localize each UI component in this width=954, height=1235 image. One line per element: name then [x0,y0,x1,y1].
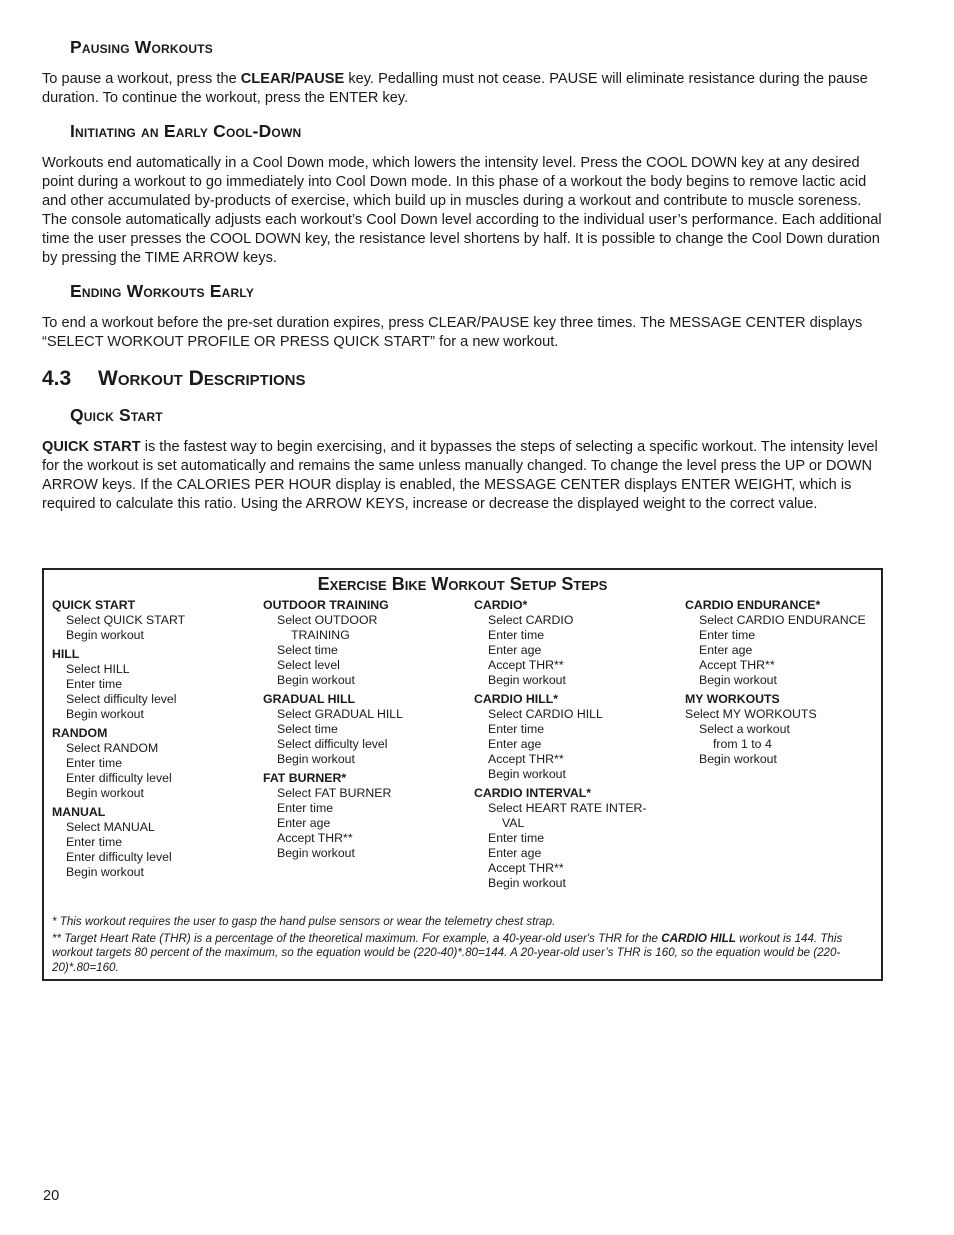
note-heart-sensor: * This workout requires the user to gasp the hand pulse sensors or wear the telemetry chest strap. [52,915,556,928]
ending-paragraph: To end a workout before the pre-set duration expires, press CLEAR/PAUSE key three times. The MESSAGE CENTER displays “SELECT WORKOUT PROFILE OR PRESS QUICK START” for a new workout. [42,315,863,350]
page-number: 20 [43,1188,60,1204]
workout-step: Enter time [66,677,123,691]
workout-step: Begin workout [66,786,144,800]
workout-step: Select QUICK START [66,613,186,627]
workout-heading: GRADUAL HILL [263,692,355,706]
workout-step: Begin workout [277,846,355,860]
quickstart-paragraph [42,438,884,514]
workout-step: Select RANDOM [66,741,159,755]
setup-column-3 [474,598,679,891]
workout-step: Enter time [488,628,545,642]
workout-step: Select level [277,658,340,672]
workout-step: Select difficulty level [66,692,177,706]
workout-step: Begin workout [66,865,144,879]
workout-step: Enter age [488,737,542,751]
workout-step: Begin workout [277,673,355,687]
workout-heading: CARDIO ENDURANCE* [685,598,821,612]
workout-heading: OUTDOOR TRAINING [263,598,389,612]
workout-step: Enter age [699,643,753,657]
workout-heading: QUICK START [52,598,136,612]
workout-step: Select HILL [66,662,130,676]
workout-heading: HILL [52,647,80,661]
workout-step: Enter difficulty level [66,850,172,864]
pausing-key: CLEAR/PAUSE [240,71,345,87]
quickstart-text-post: is the fastest way to begin exercising, and it bypasses the steps of selecting a specific workout. The intensity level for the workout is set automatically and remains the same unless manually changed. To change the level press the UP or DOWN ARROW keys. If the CALORIES PER HOUR display is enabled, the MESSAGE CENTER displays ENTER WEIGHT, which is required to calculate this ratio. Using the ARROW KEYS, increase or decrease the displayed weight to the correct value. [42,439,878,512]
workout-step: Enter age [488,846,542,860]
workout-step: Enter time [699,628,756,642]
pausing-paragraph [42,70,884,108]
note-thr-bold: CARDIO HILL [661,931,736,945]
section-heading-quickstart: Quick Start [70,405,163,425]
workout-step: Select MANUAL [66,820,155,834]
workout-step: Enter time [277,801,334,815]
quickstart-key: QUICK START [42,439,141,455]
note-thr-post: workout is 144. This workout targets 80 percent of the maximum, so the equation would be (220-40)*.80=144. A 20-year-old user’s THR is 160, so the equation would be (220-20)*.80=160. [52,931,843,974]
workout-step: Select CARDIO ENDURANCE [699,613,866,627]
setup-column-2 [263,598,468,861]
setup-column-1 [52,598,257,880]
workout-step: Select GRADUAL HILL [277,707,403,721]
workout-step: Accept THR** [488,861,564,875]
workout-step: Enter age [277,816,331,830]
workout-step: Begin workout [488,767,566,781]
section-heading-ending: Ending Workouts Early [70,281,255,301]
note-thr-pre: ** Target Heart Rate (THR) is a percentage of the theoretical maximum. For example, a 40-year-old user's THR for the [52,931,662,945]
workout-step: from 1 to 4 [713,737,772,751]
section-heading-cooldown: Initiating an Early Cool-Down [70,121,302,141]
workout-step: Select CARDIO [488,613,574,627]
setup-notes [52,915,874,977]
workout-step: Select MY WORKOUTS [685,707,817,721]
pausing-text-pre: To pause a workout, press the [42,71,241,87]
workout-step: Select difficulty level [277,737,388,751]
workout-step: Enter time [488,722,545,736]
workout-step: Select OUTDOOR [277,613,378,627]
workout-step: Select a workout [699,722,790,736]
workout-step: Select FAT BURNER [277,786,392,800]
workout-step: Begin workout [699,673,777,687]
workout-heading: CARDIO HILL* [474,692,559,706]
cooldown-paragraph: Workouts end automatically in a Cool Down mode, which lowers the intensity level. Press the COOL DOWN key at any desired point during a workout to go immediately into Cool Down mode. In this phase of a workout the body begins to remove lactic acid and other accumulated by-products of exercise, which build up in muscles during a workout and contribute to muscle soreness. The console automatically adjusts each workout’s Cool Down level according to the individual user’s performance. Each additional time the user presses the COOL DOWN key, the resistance level shortens by half. It is possible to change the Cool Down duration by pressing the TIME ARROW keys. [42,155,882,266]
section-number: 4.3 [42,367,72,390]
section-heading-descriptions [42,366,884,392]
setup-steps-box [42,568,883,981]
workout-step: Begin workout [66,707,144,721]
page-content [42,36,884,526]
workout-step: Begin workout [66,628,144,642]
workout-step: Accept THR** [488,752,564,766]
workout-step: Select time [277,722,338,736]
section-heading-pausing: Pausing Workouts [70,37,213,57]
setup-column-4 [685,598,890,767]
workout-step: Enter difficulty level [66,771,172,785]
workout-step: Select CARDIO HILL [488,707,603,721]
workout-step: TRAINING [291,628,350,642]
workout-step: Begin workout [699,752,777,766]
workout-step: Begin workout [488,876,566,890]
workout-step: Enter time [488,831,545,845]
section-title: Workout Descriptions [98,367,306,390]
note-thr [52,932,874,976]
workout-heading: MY WORKOUTS [685,692,780,706]
workout-heading: CARDIO INTERVAL* [474,786,592,800]
setup-steps-title: Exercise Bike Workout Setup Steps [317,574,608,594]
workout-step: Begin workout [488,673,566,687]
workout-step: Enter time [66,835,123,849]
workout-step: Accept THR** [699,658,775,672]
workout-step: Select time [277,643,338,657]
workout-step: Begin workout [277,752,355,766]
workout-heading: CARDIO* [474,598,528,612]
workout-heading: FAT BURNER* [263,771,347,785]
workout-step: Select HEART RATE INTER- [488,801,647,815]
workout-step: VAL [502,816,525,830]
workout-step: Accept THR** [488,658,564,672]
workout-step: Enter time [66,756,123,770]
workout-heading: RANDOM [52,726,108,740]
workout-heading: MANUAL [52,805,106,819]
pausing-text-post: key. Pedalling must not cease. PAUSE will eliminate resistance during the pause duration. To continue the workout, press the ENTER key. [42,71,868,106]
workout-step: Accept THR** [277,831,353,845]
workout-step: Enter age [488,643,542,657]
